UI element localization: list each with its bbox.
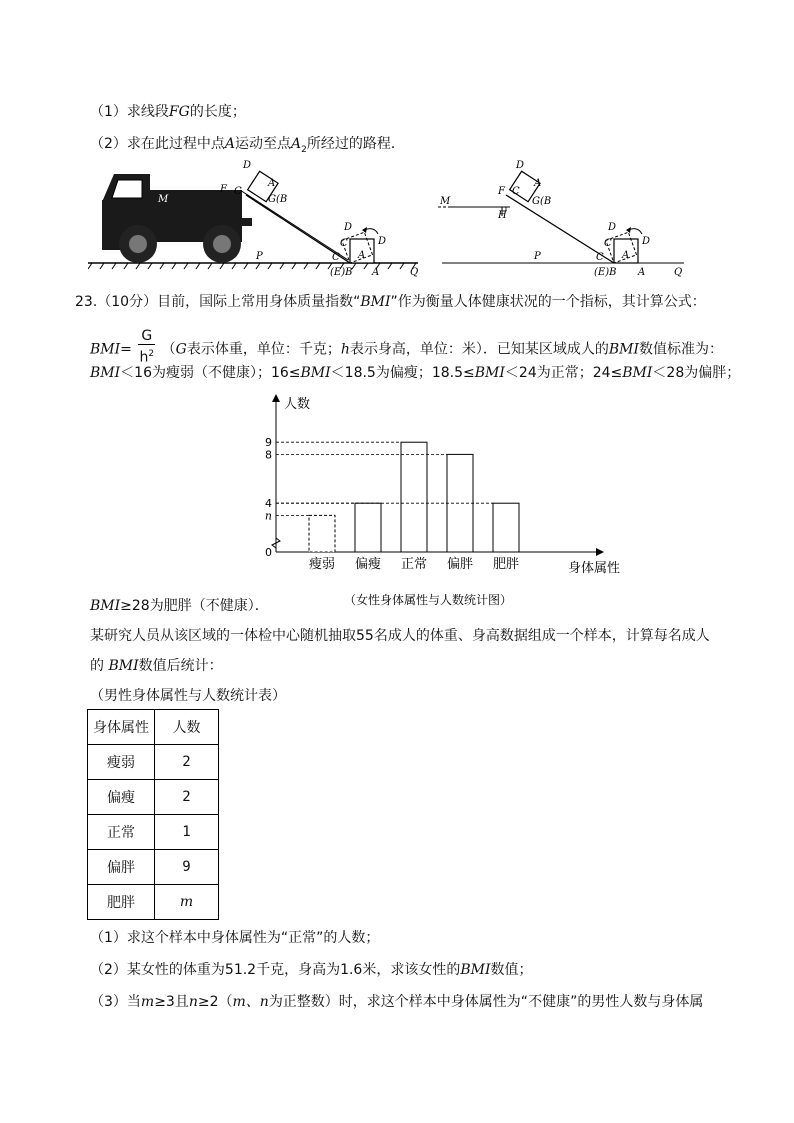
label-a2: A: [268, 178, 276, 189]
label-d-b: D: [642, 236, 651, 247]
label-d1-b: D: [608, 222, 617, 233]
label-a1-b: A: [622, 250, 630, 261]
label-d: D: [378, 236, 387, 247]
label-eb-b: (E)B: [594, 267, 617, 278]
table-cell: 2: [155, 780, 219, 815]
x-tick-label: 正常: [400, 557, 428, 572]
table-cell: 2: [155, 745, 219, 780]
q23-standards: [90, 363, 740, 383]
q23-formula: BMI= $\frac{G}{h^2}$ （G表示体重，单位：千克；h表示身高，单位：米）．已知某区域成人的BMI数值标准为：: [90, 328, 724, 366]
bar-2: [401, 442, 427, 552]
label-a1: A: [358, 250, 366, 261]
bar-4: [493, 503, 519, 552]
label-c2-b: C: [512, 186, 520, 197]
table-row: [88, 815, 219, 850]
table-row: [88, 745, 219, 780]
std-seg-0: BMI: [90, 365, 121, 381]
male-bmi-table: [87, 709, 219, 920]
x-tick-label: 偏胖: [446, 557, 474, 572]
y-axis-arrow: [272, 394, 280, 402]
q23-sub3: （3）当m≥3且n≥2（m、n为正整数）时，求这个样本中身体属性为“不健康”的男性人数与身体属: [90, 994, 704, 1010]
formula-numerator: G: [138, 328, 155, 345]
table-header-cell: 身体属性: [88, 710, 155, 745]
label-c: C: [340, 238, 348, 249]
label-a-b: A: [638, 267, 646, 278]
label-eb: (E)B: [330, 267, 353, 278]
q22-part1: （1）求线段FG的长度；: [90, 104, 246, 120]
table-cell: 肥胖: [88, 885, 155, 920]
std-seg-3: ＜18.5为偏瘦；18.5≤: [330, 365, 475, 381]
label-d1: D: [344, 222, 353, 233]
truck-figure: [88, 160, 428, 280]
std-seg-6: BMI: [622, 365, 653, 381]
x-axis-arrow: [596, 548, 604, 556]
x-tick-label: 肥胖: [492, 557, 520, 572]
label-c1: C: [332, 252, 340, 263]
x-tick-label: 瘦弱: [308, 557, 336, 572]
label-g-b: G(B: [532, 196, 552, 207]
std-seg-4: BMI: [474, 365, 505, 381]
label-m2: M: [440, 196, 451, 207]
x-tick-label: 偏瘦: [354, 557, 382, 572]
label-h: H: [498, 210, 507, 221]
table-header-row: [88, 710, 219, 745]
std-seg-7: ＜28为偏胖；: [652, 365, 741, 381]
bar-3: [447, 454, 473, 552]
table-cell: m: [155, 885, 219, 920]
formula-denominator: h: [139, 349, 149, 366]
label-d2-b: D: [516, 160, 525, 171]
label-g: G(B: [268, 194, 288, 205]
table-cell: 9: [155, 850, 219, 885]
q22-part2: （2）求在此过程中点A运动至点$A_2$所经过的路程．: [90, 136, 405, 155]
label-a2-b: A: [534, 178, 542, 189]
label-f: F: [220, 184, 227, 195]
y-tick-label: 4: [265, 497, 272, 511]
table-row: [88, 850, 219, 885]
table-row: [88, 780, 219, 815]
label-p: P: [256, 251, 263, 262]
label-q: Q: [410, 267, 419, 278]
label-c-b: C: [604, 238, 612, 249]
table-cell: 瘦弱: [88, 745, 155, 780]
label-m: M: [158, 194, 169, 205]
label-f-b: F: [498, 186, 505, 197]
label-a: A: [372, 267, 380, 278]
std-seg-5: ＜24为正常；24≤: [504, 365, 623, 381]
std-seg-1: ＜16为瘦弱（不健康）；16≤: [120, 365, 301, 381]
q23-sub1: （1）求这个样本中身体属性为“正常”的人数；: [90, 930, 380, 946]
q23-sample2: 的 BMI数值后统计：: [90, 658, 223, 674]
table-cell: 偏胖: [88, 850, 155, 885]
label-q-b: Q: [674, 267, 683, 278]
q23-sample1: 某研究人员从该区域的一体检中心随机抽取55名成人的体重、身高数据组成一个样本，计算每名成人: [90, 628, 710, 644]
x-axis-label: 身体属性: [568, 561, 621, 576]
q23-sub2: （2）某女性的体重为51.2千克，身高为1.6米，求该女性的BMI数值；: [90, 962, 533, 978]
label-c1-b: C: [596, 252, 604, 263]
abstract-figure: [434, 160, 694, 280]
table-cell: 1: [155, 815, 219, 850]
table-cell: 正常: [88, 815, 155, 850]
y-tick-label: 9: [265, 436, 272, 450]
table-title: （男性身体属性与人数统计表）: [90, 688, 286, 704]
y-tick-label: 8: [265, 448, 272, 462]
y-tick-label: n: [264, 509, 272, 523]
bar-1: [355, 503, 381, 552]
table-cell: 偏瘦: [88, 780, 155, 815]
table-row: [88, 885, 219, 920]
label-d2: D: [243, 160, 252, 171]
q23-intro: 23.（10分）目前，国际上常用身体质量指数“BMI”作为衡量人体健康状况的一个指标，其计算公式：: [75, 294, 706, 310]
y-axis-label: 人数: [284, 397, 311, 412]
chart-title: （女性身体属性与人数统计图）: [344, 593, 513, 607]
q23-obese: BMI≥28为肥胖（不健康）．: [90, 598, 269, 614]
y-tick-label: 0: [265, 546, 272, 559]
label-p-b: P: [534, 251, 541, 262]
label-c2: C: [234, 186, 242, 197]
std-seg-2: BMI: [300, 365, 331, 381]
female-bmi-chart: [262, 392, 632, 610]
bar-0: [309, 515, 335, 552]
table-header-cell: 人数: [155, 710, 219, 745]
